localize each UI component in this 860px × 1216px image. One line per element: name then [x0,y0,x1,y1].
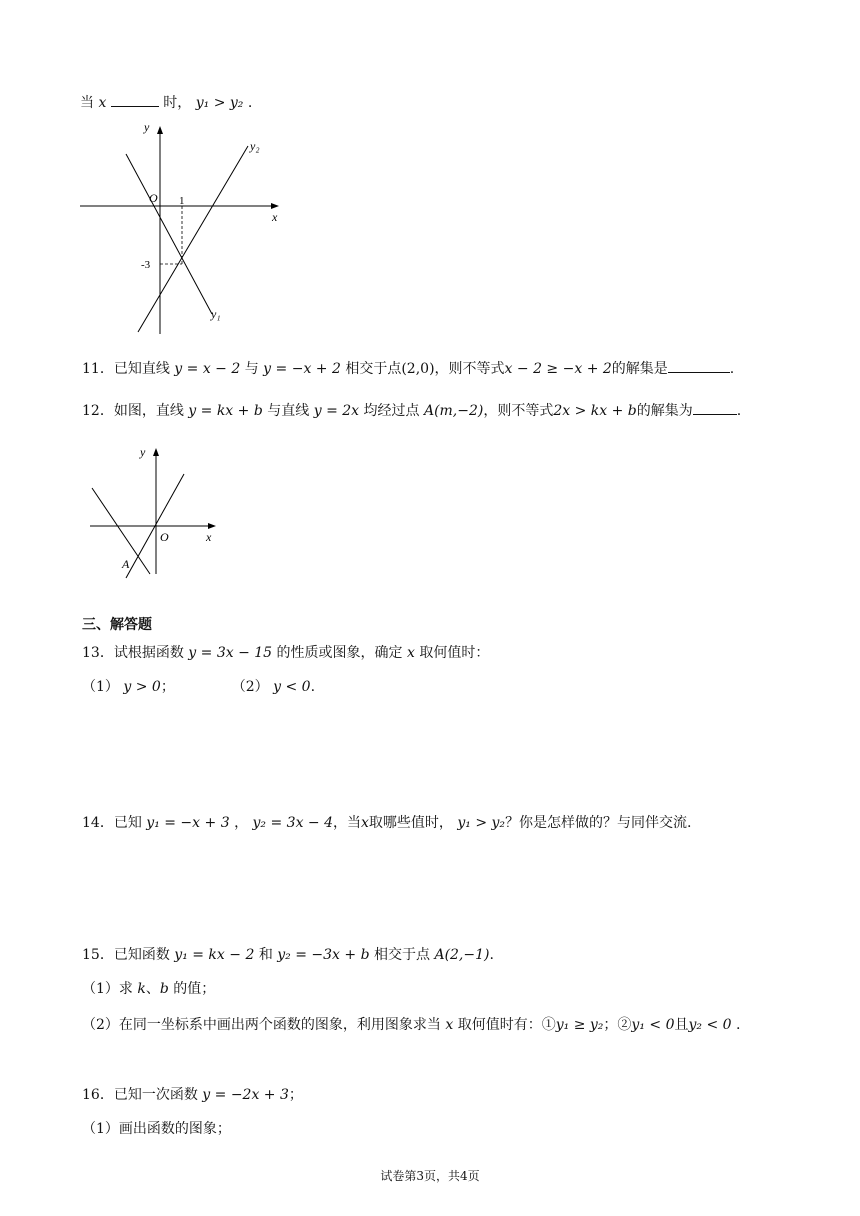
q12-inequality: 2x > kx + b [553,403,637,419]
q13-text-b: 的性质或图象，确定 [276,645,403,661]
q15-part1-label: （1） [82,981,119,997]
q13-part2: y < 0 [273,679,311,695]
q16-equation: y = −2x + 3 [202,1087,289,1103]
q12-text-d: ，则不等式 [483,403,554,419]
q15-text-b: 和 [258,947,273,963]
q15-end: . [489,947,494,963]
q10-end: . [247,95,253,111]
fig2-point-a-label: A [122,557,130,571]
q10-answer-line [80,92,252,112]
fig1-origin-label: O [149,191,158,205]
question-16 [82,1084,303,1104]
fig2-y-arrow [153,448,159,456]
q11-text-b: 与 [244,361,259,377]
q14-text-c: 取哪些值时， [368,815,453,831]
q10-mid: 时， [163,95,192,111]
q15-part2-a: 在同一坐标系中画出两个函数的图象，利用图象求当 [118,1017,441,1033]
q11-point: (2,0) [401,361,435,377]
fig1-y1-label: y₁ [211,307,221,321]
q13-part1-label: （1） [82,679,119,695]
q15-eq2: y₂ = −3x + b [277,947,370,963]
q11-text-d: ，则不等式 [434,361,505,377]
q15-part2-ineq3: y₂ < 0 [688,1017,732,1033]
q16-number: 16． [82,1087,114,1103]
q16-end: ； [288,1087,303,1103]
figure-1-graph [78,118,298,340]
q12-text-e: 的解集为 [636,403,693,419]
q12-answer-blank[interactable] [693,402,737,415]
q11-text-e: 的解集是 [611,361,668,377]
q16-part1-label: （1） [82,1121,119,1137]
question-15 [82,944,494,964]
q15-part1-sep: 、 [145,981,160,997]
q15-part2-label: （2） [82,1017,119,1033]
fig1-line-y2 [138,146,248,332]
q15-part2-b: 取何值时有：① [457,1017,556,1033]
q12-eq1: y = kx + b [188,403,263,419]
q11-eq2: y = −x + 2 [263,361,341,377]
q15-part1-a: 求 [118,981,133,997]
q14-eq2: y₂ = 3x − 4 [252,815,334,831]
q11-text-c: 相交于点 [345,361,402,377]
fig2-x-label: x [206,530,212,544]
q11-number: 11． [82,361,114,377]
q13-parts [82,676,315,696]
fig1-y-label: y [144,120,150,134]
fig2-origin-label: O [160,530,169,544]
q10-prefix: 当 [80,95,94,111]
fig2-y-label: y [140,445,146,459]
q15-text-a: 已知函数 [113,947,170,963]
q11-eq1: y = x − 2 [174,361,241,377]
fig1-x-label: x [272,210,278,224]
q12-text-b: 与直线 [267,403,310,419]
q10-inequality: y₁ > y₂ [195,95,244,111]
q15-part-1 [82,978,215,998]
q15-number: 15． [82,947,114,963]
question-11 [82,358,734,378]
q11-text-a: 已知直线 [113,361,170,377]
q15-part2-d: 且 [674,1017,689,1033]
q11-end: . [729,361,735,377]
q13-equation: y = 3x − 15 [188,645,273,661]
q15-part2-end: . [736,1017,741,1033]
q15-part2-c: ；② [603,1017,632,1033]
q14-number: 14． [82,815,114,831]
fig2-x-arrow [208,523,216,529]
figure-2-graph [86,440,226,580]
q15-part1-c: 的值； [173,981,216,997]
q15-part-2 [82,1014,740,1034]
question-12 [82,400,741,420]
page-footer: 试卷第3页，共4页 [380,1169,480,1183]
question-14 [82,812,692,832]
q16-part1: 画出函数的图象； [118,1121,231,1137]
q14-text-b: ，当 [333,815,362,831]
q12-end: . [736,403,742,419]
fig1-y-arrow [157,126,163,134]
q13-part2-label: （2） [231,679,269,695]
q15-part2-ineq2: y₁ < 0 [631,1017,675,1033]
q12-point: A(m,−2) [423,403,484,419]
q14-text-a: 已知 [113,815,142,831]
q14-sep: ， [234,815,249,831]
fig1-x-arrow [271,203,279,209]
section-3-heading: 三、解答题 [82,616,152,632]
q10-var: x [98,95,107,111]
fig1-tick-1: 1 [179,195,185,207]
q13-part2-end: . [310,679,316,695]
q15-part1-b: b [159,981,169,997]
fig2-line-kx-b [92,488,150,574]
fig1-y2-label: y₂ [250,139,260,153]
q13-text-a: 试根据函数 [113,645,184,661]
q12-text-a: 如图，直线 [113,403,184,419]
q16-part-1 [82,1118,231,1138]
q15-part1-k: k [137,981,146,997]
q14-text-d: ？你是怎样做的？与同伴交流. [505,815,692,831]
q14-inequality: y₁ > y₂ [457,815,506,831]
q15-point: A(2,−1) [434,947,490,963]
q10-answer-blank[interactable] [111,94,159,107]
question-13 [82,642,489,662]
q13-part1-end: ； [160,679,175,695]
q15-eq1: y₁ = kx − 2 [174,947,255,963]
q15-part2-var: x [445,1017,454,1033]
q12-text-c: 均经过点 [363,403,420,419]
q16-text-a: 已知一次函数 [113,1087,198,1103]
q14-eq1: y₁ = −x + 3 [146,815,230,831]
q15-part2-ineq1: y₁ ≥ y₂ [555,1017,604,1033]
q12-eq2: y = 2x [313,403,360,419]
q11-inequality: x − 2 ≥ −x + 2 [504,361,612,377]
fig1-line-y1 [126,154,212,314]
q13-var: x [406,645,415,661]
q14-var: x [361,815,369,831]
q15-text-c: 相交于点 [374,947,430,963]
q13-number: 13． [82,645,114,661]
fig1-tick-neg3: -3 [141,259,151,271]
q13-text-c: 取何值时： [419,645,490,661]
q12-number: 12． [82,403,114,419]
q13-part1: y > 0 [123,679,161,695]
q11-answer-blank[interactable] [668,360,730,373]
